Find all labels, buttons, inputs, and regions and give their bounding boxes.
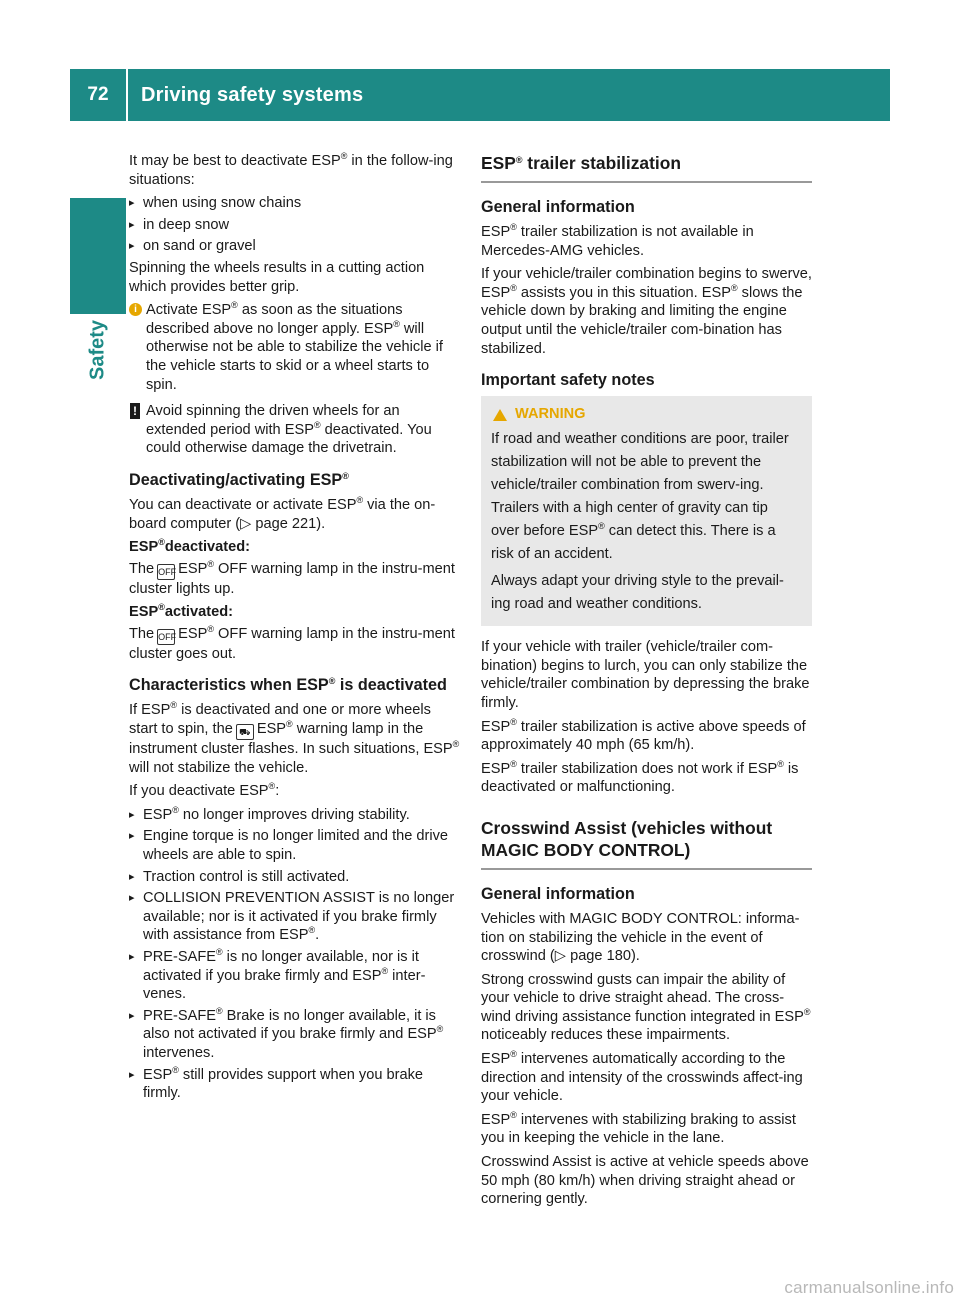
effects-list (129, 806, 463, 1103)
characteristics-text: If ESP® is deactivated and one or more wheels start to spin, the ⛟ ESP® warning lamp in the instrument cluster flashes. In such situations, ESP® will not stabilize the vehicle. (129, 700, 460, 776)
list-item: ▸ in deep snow (129, 216, 463, 235)
intro-text: It may be best to deactivate ESP® in the follow-ing situations: (129, 151, 453, 188)
activated-text: The OFF ESP® OFF warning lamp in the instru-ment cluster goes out. (129, 623, 455, 662)
list-item: ▸ ESP® still provides support when you brake firmly. (129, 1066, 463, 1103)
warning-text-2: Always adapt your driving style to the prevail-ing road and weather conditions. (491, 573, 784, 613)
crosswind-text-2: Strong crosswind gusts can impair the ability of your vehicle to drive straight ahead. The cross-wind driving assistance function integrated in ESP® noticeably reduces these impairments. (481, 971, 811, 1044)
esp-off-lamp-icon: OFF (157, 564, 175, 580)
not-work-text: ESP® trailer stabilization does not work if ESP® is deactivated or malfunctioning. (481, 758, 799, 796)
safety-notes-heading: Important safety notes (481, 371, 655, 390)
crosswind-text-3: ESP® intervenes automatically according to the direction and intensity of the crosswinds affect-ing your vehicle. (481, 1049, 803, 1105)
list-item: ▸ PRE-SAFE® Brake is no longer available, it is also not activated if you brake firmly and ESP® intervenes. (129, 1007, 463, 1063)
page-number: 72 (87, 84, 109, 105)
header-divider (126, 69, 128, 121)
general-info-heading: General information (481, 198, 635, 216)
list-item: ▸ on sand or gravel (129, 237, 463, 256)
warning-triangle-icon (493, 409, 507, 421)
warning-title: WARNING (491, 403, 800, 426)
crosswind-section-heading: Crosswind Assist (vehicles without MAGIC BODY CONTROL) (481, 817, 812, 870)
list-item: ▸ ESP® no longer improves driving stability. (129, 806, 463, 825)
warning-text-1: If road and weather conditions are poor, trailer stabilization will not be able to prevent the vehicle/trailer combination from swerv-ing. Trailers with a high center of gravity can tip over before ESP® can detect this. There is a risk of an accident. (491, 431, 789, 563)
general-text-1: ESP® trailer stabilization is not available in Mercedes-AMG vehicles. (481, 222, 754, 259)
esp-off-lamp-icon: OFF (157, 629, 175, 645)
deactivate-heading: Deactivating/activating ESP® (129, 470, 349, 489)
deactivated-text: The OFF ESP® OFF warning lamp in the instru-ment cluster lights up. (129, 558, 455, 597)
if-deactivate-text: If you deactivate ESP®: (129, 781, 280, 800)
crosswind-text-1: Vehicles with MAGIC BODY CONTROL: informa-tion on stabilizing the vehicle in the event of crosswind (▷ page 180). (481, 910, 800, 965)
crosswind-general-heading: General information (481, 884, 635, 903)
section-tab (70, 198, 126, 314)
list-item: ▸ when using snow chains (129, 194, 463, 213)
list-item: ▸ Traction control is still activated. (129, 868, 463, 887)
lurch-text: If your vehicle with trailer (vehicle/trailer com-bination) begins to lurch, you can only stabilize the vehicle/trailer combination by depressing the brake firmly. (481, 639, 810, 711)
esp-warning-lamp-icon: ⛟ (236, 724, 254, 740)
deactivated-label: ESP®deactivated: (129, 537, 251, 556)
exclamation-icon: ! (130, 403, 140, 419)
caution-note (129, 402, 463, 458)
deactivate-text: You can deactivate or activate ESP® via the on-board computer (▷ page 221). (129, 494, 436, 532)
page-title: Driving safety systems (141, 84, 364, 106)
general-text-2: If your vehicle/trailer combination begins to swerve, ESP® assists you in this situation. ESP® slows the vehicle down by braking and limiting the engine output until the vehicle/trailer com-bination has stabilized. (481, 266, 812, 357)
crosswind-text-4: ESP® intervenes with stabilizing braking to assist you in keeping the vehicle in the lane. (481, 1109, 796, 1147)
list-item: ▸ COLLISION PREVENTION ASSIST is no longer available; nor is it activated if you brake firmly with assistance from ESP®. (129, 889, 463, 945)
watermark: carmanualsonline.info (784, 1278, 954, 1297)
speed-text: ESP® trailer stabilization is active above speeds of approximately 40 mph (65 km/h). (481, 716, 806, 754)
trailer-section-heading: ESP® trailer stabilization (481, 152, 812, 183)
list-item: ▸ Engine torque is no longer limited and the drive wheels are able to spin. (129, 827, 463, 864)
warning-box (481, 396, 812, 626)
info-note-text: Activate ESP® as soon as the situations described above no longer apply. ESP® will otherwise not be able to stabilize the vehicle if the vehicle starts to skid or a wheel starts to spin. (146, 300, 443, 393)
info-icon: i (129, 303, 142, 316)
left-column (129, 152, 463, 1106)
spinning-text: Spinning the wheels results in a cutting action which provides better grip. (129, 259, 425, 295)
activated-label: ESP®activated: (129, 602, 233, 621)
right-column (481, 152, 812, 1214)
caution-note-text: Avoid spinning the driven wheels for an extended period with ESP® deactivated. You could otherwise damage the drivetrain. (146, 403, 432, 457)
info-note (129, 301, 463, 394)
list-item: ▸ PRE-SAFE® is no longer available, nor is it activated if you brake firmly and ESP® inter-venes. (129, 948, 463, 1004)
crosswind-text-5: Crosswind Assist is active at vehicle speeds above 50 mph (80 km/h) when driving straight ahead or cornering gently. (481, 1154, 809, 1208)
situations-list (129, 194, 463, 256)
characteristics-heading: Characteristics when ESP® is deactivated (129, 676, 447, 695)
section-label: Safety (86, 319, 109, 381)
